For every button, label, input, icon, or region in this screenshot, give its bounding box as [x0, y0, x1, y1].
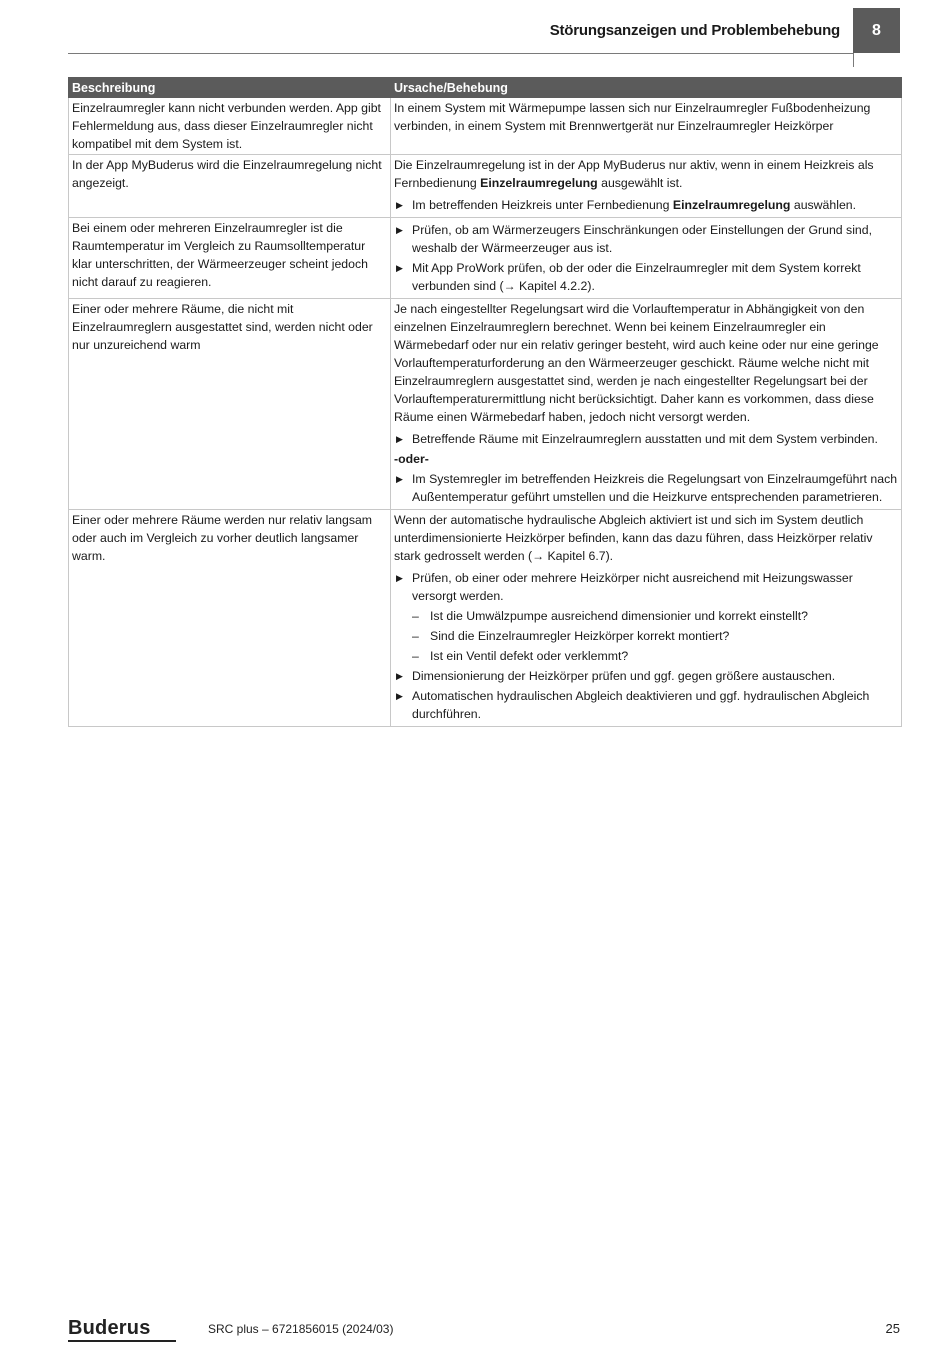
- row-cause: [391, 510, 902, 727]
- action-step: ▶ Automatischen hydraulischen Abgleich deaktivieren und ggf. hydraulischen Abgleich durchführen.: [394, 687, 898, 723]
- row-description: In der App MyBuderus wird die Einzelraumregelung nicht angezeigt.: [69, 155, 391, 218]
- arrow-right-icon: →: [532, 549, 545, 563]
- table-row: [69, 98, 902, 155]
- header-divider: [68, 53, 853, 54]
- text-span: Mit App ProWork prüfen, ob der oder die Einzelraumregler mit dem System korrekt verbunden sind (: [412, 261, 861, 293]
- action-step: [394, 259, 898, 295]
- row-description: Einer oder mehrere Räume, die nicht mit Einzelraumreglern ausgestattet sind, werden nicht oder nur unzureichend warm: [69, 299, 391, 510]
- bold-term: Einzelraumregelung: [672, 198, 791, 212]
- table-row: [69, 218, 902, 299]
- row-description: Einer oder mehrere Räume werden nur relativ langsam oder auch im Vergleich zu vorher deutlich langsamer warm.: [69, 510, 391, 727]
- sub-step: – Ist die Umwälzpumpe ausreichend dimensionier und korrekt einstellt?: [394, 607, 898, 625]
- row-cause: [391, 218, 902, 299]
- row-description: Bei einem oder mehreren Einzelraumregler ist die Raumtemperatur im Vergleich zu Raumsolltemperatur klar unterschritten, der Wärmeerzeuger scheint jedoch nicht darauf zu reagieren.: [69, 218, 391, 299]
- table-row: [69, 299, 902, 510]
- row-cause: [391, 98, 902, 155]
- document-reference: SRC plus – 6721856015 (2024/03): [208, 1322, 394, 1336]
- cause-text: [394, 156, 898, 192]
- sub-step: – Sind die Einzelraumregler Heizkörper korrekt montiert?: [394, 627, 898, 645]
- text-span: Wenn der automatische hydraulische Abgleich aktiviert ist und sich im System deutlich unterdimensionierte Heizkörper befinden, kann das dazu führen, dass Heizkörper relativ stark gedrosselt werden (: [394, 513, 873, 563]
- table-header-row: [69, 78, 902, 98]
- text-span: ausgewählt ist.: [597, 176, 683, 190]
- text-span: Kapitel 6.7).: [544, 549, 614, 563]
- bold-term: Einzelraumregelung: [480, 176, 598, 190]
- cause-text: In einem System mit Wärmepumpe lassen sich nur Einzelraumregler Fußbodenheizung verbinden, in einem System mit Brennwertgerät nur Einzelraumregler Heizkörper: [394, 101, 871, 133]
- text-span: auswählen.: [790, 198, 857, 212]
- sub-step: – Ist ein Ventil defekt oder verklemmt?: [394, 647, 898, 665]
- row-cause: [391, 155, 902, 218]
- fault-table: [68, 77, 902, 727]
- row-cause: [391, 299, 902, 510]
- action-step: ▶ Prüfen, ob am Wärmerzeugers Einschränkungen oder Einstellungen der Grund sind, weshalb der Wärmeerzeuger aus ist.: [394, 221, 898, 257]
- arrow-right-icon: →: [503, 279, 516, 293]
- chapter-number-badge: 8: [853, 8, 900, 53]
- text-span: Kapitel 4.2.2).: [515, 279, 595, 293]
- brand-logo: Buderus: [68, 1317, 151, 1339]
- column-header-description: Beschreibung: [69, 78, 391, 98]
- text-span: Die Einzelraumregelung ist in der App MyBuderus nur aktiv, wenn in einem Heizkreis als Fernbedienung: [394, 158, 874, 190]
- page-header-title: Störungsanzeigen und Problembehebung: [549, 22, 840, 39]
- action-step: ▶ Betreffende Räume mit Einzelraumreglern ausstatten und mit dem System verbinden.: [394, 430, 898, 448]
- page-number: 25: [885, 1321, 900, 1336]
- table-row: [69, 510, 902, 727]
- action-step: [394, 196, 898, 214]
- action-step: ▶ Prüfen, ob einer oder mehrere Heizkörper nicht ausreichend mit Heizungswasser versorgt werden.: [394, 569, 898, 605]
- brand-logo-underline: [68, 1340, 176, 1342]
- text-span: Im betreffenden Heizkreis unter Fernbedienung: [412, 198, 673, 212]
- action-step: ▶ Dimensionierung der Heizkörper prüfen und ggf. gegen größere austauschen.: [394, 667, 898, 685]
- or-separator: -oder-: [394, 452, 429, 466]
- action-step: ▶ Im Systemregler im betreffenden Heizkreis die Regelungsart von Einzelraumgeführt nach Außentemperatur geführt umstellen und die Heizkurve entsprechenden parametrieren.: [394, 470, 898, 506]
- header-divider-tick: [853, 53, 854, 67]
- row-description: Einzelraumregler kann nicht verbunden werden. App gibt Fehlermeldung aus, dass dieser Einzelraumregler nicht kompatibel mit dem System ist.: [69, 98, 391, 155]
- column-header-cause: Ursache/Behebung: [391, 78, 902, 98]
- cause-text: Je nach eingestellter Regelungsart wird die Vorlauftemperatur in Abhängigkeit von den einzelnen Einzelraumreglern berechnet. Wenn bei keinem Einzelraumregler ein Wärmebedarf oder nur ein relativ geringer besteht, wird auch keine oder nur eine geringe Vorlauftemperaturforderung an den Wärmeerzeuger geschickt. Räume welche nicht mit Einzelraumreglern ausgestattet sind, werden je nach eingestellter Regelungsart bei der Vorlauftemperaturermittlung nicht berücksichtigt. Daher kann es vorkommen, dass diese Räume einen Wärmebedarf haben, jedoch nicht versorgt werden.: [394, 302, 879, 424]
- cause-text: [394, 511, 898, 565]
- table-row: [69, 155, 902, 218]
